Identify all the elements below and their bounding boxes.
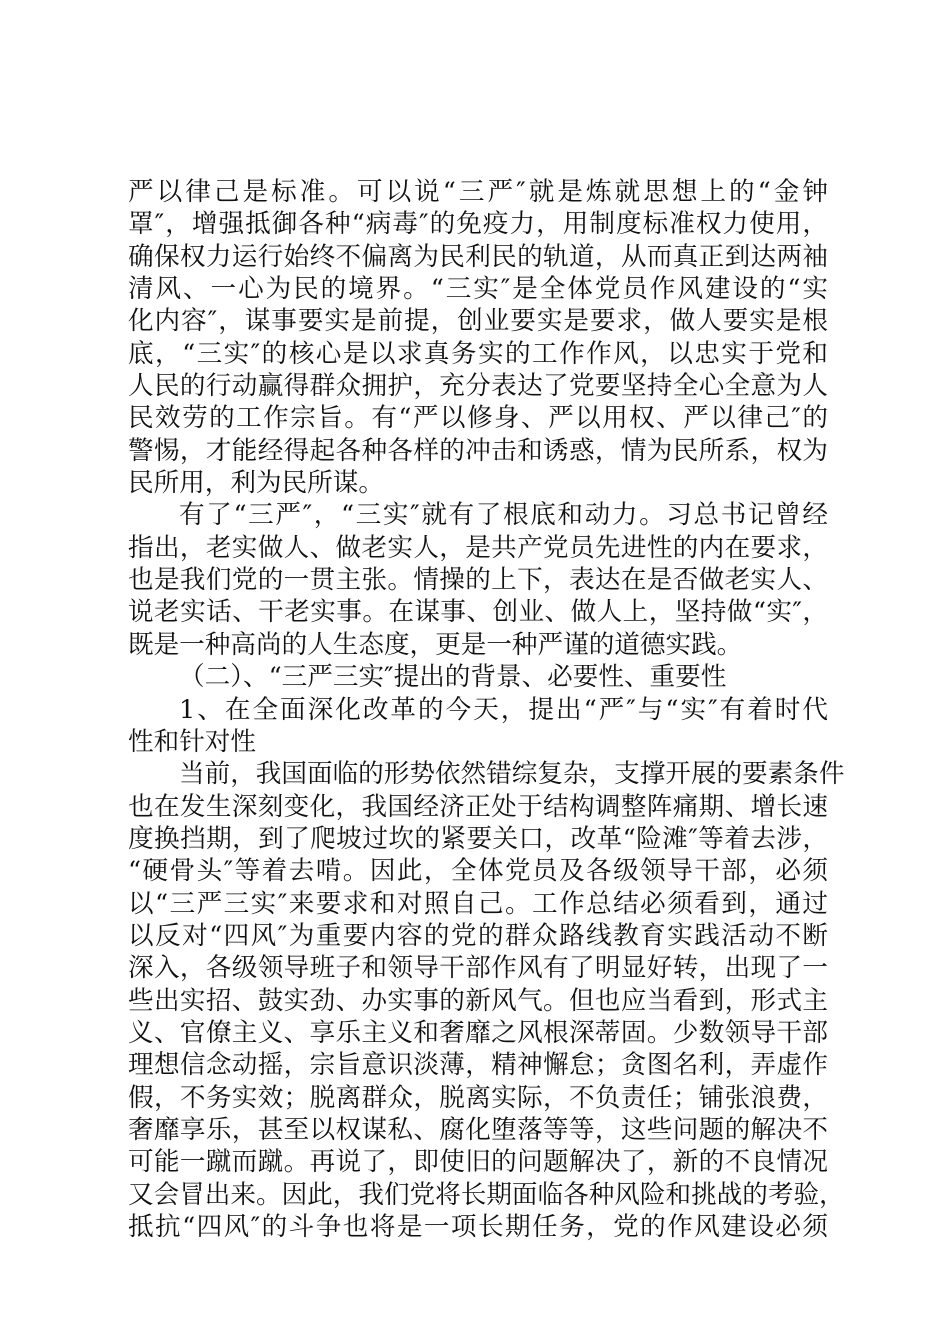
text-line: （二）、“三严三实″提出的背景、必要性、重要性 bbox=[179, 662, 727, 693]
text-line: 也是我们党的一贯主张。情操的上下，表达在是否做老实人、 bbox=[128, 565, 828, 596]
text-line: 当前，我国面临的形势依然错综复杂，支撑开展的要素条件 bbox=[179, 759, 845, 790]
text-line: 化内容″，谋事要实是前提，创业要实是要求，做人要实是根 bbox=[128, 306, 828, 337]
text-line: “硬骨头″等着去啃。因此，全体党员及各级领导干部，必须 bbox=[128, 856, 828, 887]
text-line: 底，“三实″的核心是以求真务实的工作作风，以忠实于党和 bbox=[128, 338, 828, 369]
text-line: 抵抗“四风″的斗争也将是一项长期任务，党的作风建设必须 bbox=[128, 1212, 828, 1242]
text-line: 说老实话、干老实事。在谋事、创业、做人上，坚持做“实″， bbox=[128, 597, 828, 628]
text-line: 确保权力运行始终不偏离为民利民的轨道，从而真正到达两袖 bbox=[128, 241, 828, 272]
text-line: 人民的行动赢得群众拥护，充分表达了党要坚持全心全意为人 bbox=[128, 371, 828, 402]
text-line: 义、官僚主义、享乐主义和奢靡之风根深蒂固。少数领导干部 bbox=[128, 1017, 828, 1048]
text-line: 理想信念动摇，宗旨意识淡薄，精神懈怠；贪图名利，弄虚作 bbox=[128, 1050, 828, 1081]
text-line: 民所用，利为民所谋。 bbox=[128, 468, 384, 499]
text-line: 严以律己是标准。可以说“三严″就是炼就思想上的“金钟 bbox=[128, 177, 828, 207]
text-line: 清风、一心为民的境界。“三实″是全体党员作风建设的“实 bbox=[128, 274, 828, 305]
text-line: 指出，老实做人、做老实人，是共产党员先进性的内在要求， bbox=[128, 532, 828, 563]
text-line: 度换挡期，到了爬坡过坎的紧要关口，改革“险滩″等着去涉， bbox=[128, 823, 828, 854]
text-line: 罩″，增强抵御各种“病毒″的免疫力，用制度标准权力使用， bbox=[128, 209, 828, 240]
text-line: 民效劳的工作宗旨。有“严以修身、严以用权、严以律己″的 bbox=[128, 403, 828, 434]
text-line: 也在发生深刻变化，我国经济正处于结构调整阵痛期、增长速 bbox=[128, 791, 828, 822]
text-line: 又会冒出来。因此，我们党将长期面临各种风险和挑战的考验， bbox=[128, 1179, 845, 1210]
text-line: 可能一蹴而蹴。再说了，即使旧的问题解决了，新的不良情况 bbox=[128, 1147, 828, 1178]
text-line: 1、在全面深化改革的今天，提出“严″与“实″有着时代 bbox=[179, 694, 828, 725]
text-line: 既是一种高尚的人生态度，更是一种严谨的道德实践。 bbox=[128, 629, 743, 660]
text-line: 以反对“四风″为重要内容的党的群众路线教育实践活动不断 bbox=[128, 920, 828, 951]
text-line: 性和针对性 bbox=[128, 726, 256, 757]
text-line: 假，不务实效；脱离群众，脱离实际，不负责任；铺张浪费， bbox=[128, 1082, 828, 1113]
text-line: 些出实招、鼓实劲、办实事的新风气。但也应当看到，形式主 bbox=[128, 985, 828, 1016]
text-line: 深入，各级领导班子和领导干部作风有了明显好转，出现了一 bbox=[128, 953, 828, 984]
text-line: 以“三严三实″来要求和对照自己。工作总结必须看到，通过 bbox=[128, 888, 828, 919]
text-line: 有了“三严″，“三实″就有了根底和动力。习总书记曾经 bbox=[179, 500, 828, 531]
document-body bbox=[128, 176, 845, 1243]
text-line: 奢靡享乐，甚至以权谋私、腐化堕落等等，这些问题的解决不 bbox=[128, 1114, 828, 1145]
text-line: 警惕，才能经得起各种各样的冲击和诱惑，情为民所系，权为 bbox=[128, 435, 828, 466]
